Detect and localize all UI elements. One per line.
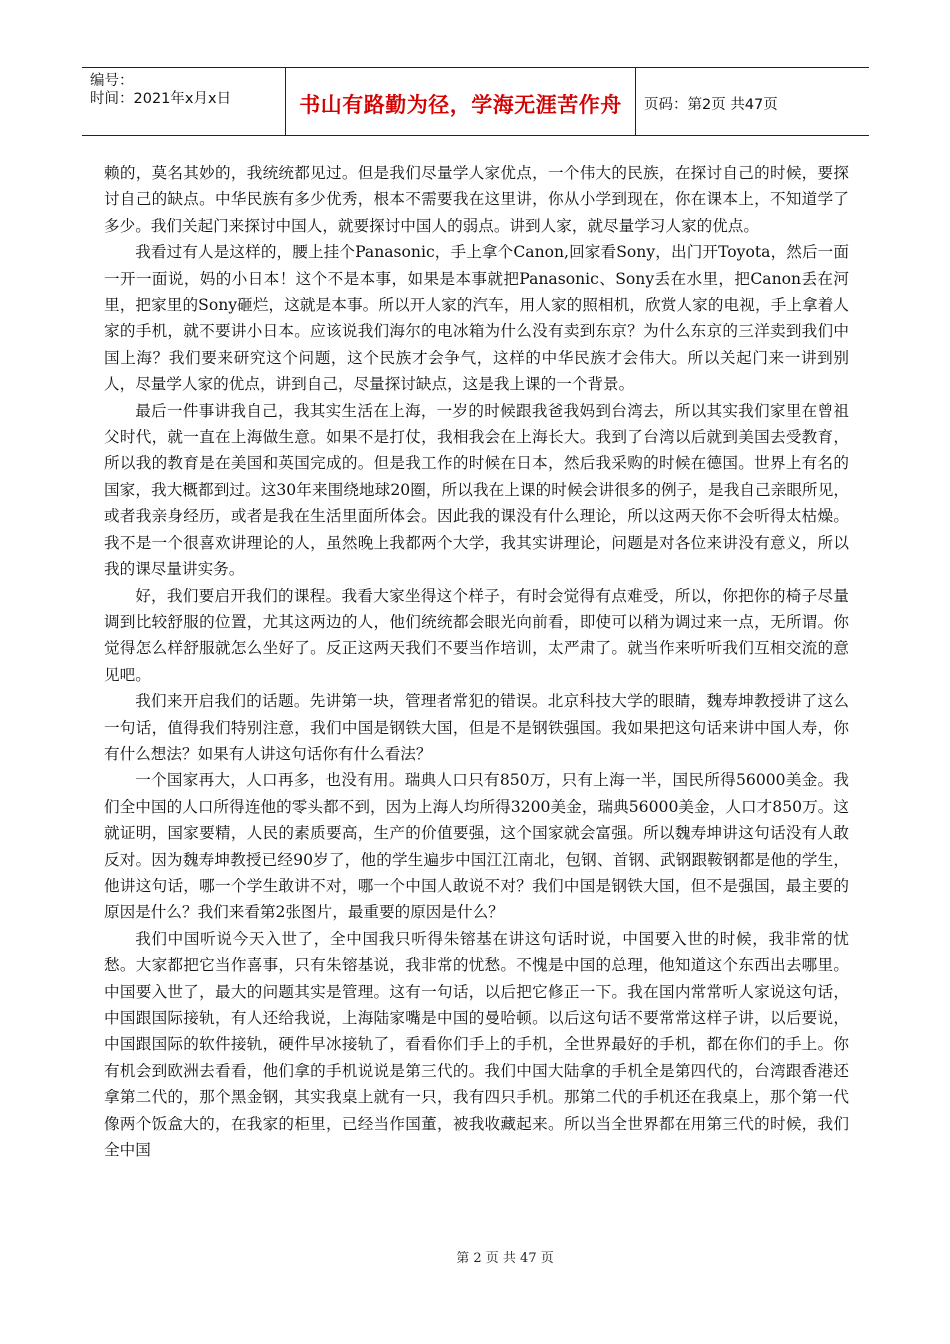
header-table — [82, 67, 869, 136]
header-motto: 书山有路勤为径，学海无涯苦作舟 — [299, 92, 622, 117]
header-page-label: 页码：第2页 共47页 — [644, 97, 778, 113]
document-body — [104, 160, 849, 1163]
header-motto-cell — [286, 68, 636, 135]
paragraph: 一个国家再大，人口再多，也没有用。瑞典人口只有850万，只有上海一半，国民所得56000美金。我们全中国的人口所得连他的零头都不到，因为上海人均所得3200美金，瑞典56000美金，人口才850万。这就证明，国家要精，人民的素质要高，生产的价值要强，这个国家就会富强。所以魏寿坤讲这句话没有人敢反对。因为魏寿坤教授已经90岁了，他的学生遍步中国江江南北，包钢、首钢、武钢跟鞍钢都是他的学生，他讲这句话，哪一个学生敢讲不对，哪一个中国人敢说不对？我们中国是钢铁大国，但不是强国，最主要的原因是什么？我们来看第2张图片，最重要的原因是什么？ — [104, 771, 849, 922]
paragraph: 赖的，莫名其妙的，我统统都见过。但是我们尽量学人家优点，一个伟大的民族，在探讨自己的时候，要探讨自己的缺点。中华民族有多少优秀，根本不需要我在这里讲，你从小学到现在，你在课本上，不知道学了多少。我们关起门来探讨中国人，就要探讨中国人的弱点。讲到人家，就尽量学习人家的优点。 — [104, 164, 849, 235]
document-number-label: 编号： — [90, 73, 134, 89]
document-date-label: 时间：2021年x月x日 — [90, 91, 232, 107]
page-footer — [0, 1247, 950, 1266]
header-meta — [82, 68, 286, 135]
paragraph: 最后一件事讲我自己，我其实生活在上海，一岁的时候跟我爸我妈到台湾去，所以其实我们家里在曾祖父时代，就一直在上海做生意。如果不是打仗，我相我会在上海长大。我到了台湾以后就到美国去受教育，所以我的教育是在美国和英国完成的。但是我工作的时候在日本，然后我采购的时候在德国。世界上有名的国家，我大概都到过。这30年来围绕地球20圈，所以我在上课的时候会讲很多的例子，是我自己亲眼所见，或者我亲身经历，或者是我在生活里面所体会。因此我的课没有什么理论，所以这两天你不会听得太枯燥。我不是一个很喜欢讲理论的人，虽然晚上我都两个大学，我其实讲理论，问题是对各位来讲没有意义，所以我的课尽量讲实务。 — [104, 401, 849, 579]
header-page-cell — [636, 68, 869, 135]
paragraph: 我们来开启我们的话题。先讲第一块，管理者常犯的错误。北京科技大学的眼睛，魏寿坤教授讲了这么一句话，值得我们特别注意，我们中国是钢铁大国，但是不是钢铁强国。我如果把这句话来讲中国人寿，你有什么想法？如果有人讲这句话你有什么看法？ — [104, 692, 849, 763]
paragraph: 我看过有人是这样的，腰上挂个Panasonic，手上拿个Canon,回家看Sony，出门开Toyota，然后一面一开一面说，妈的小日本！这个不是本事，如果是本事就把Panasonic、Sony丢在水里，把Canon丢在河里，把家里的Sony砸烂，这就是本事。所以开人家的汽车，用人家的照相机，欣赏人家的电视，手上拿着人家的手机，就不要讲小日本。应该说我们海尔的电冰箱为什么没有卖到东京？为什么东京的三洋卖到我们中国上海？我们要来研究这个问题，这个民族才会争气，这样的中华民族才会伟大。所以关起门来一讲到别人，尽量学人家的优点，讲到自己，尽量探讨缺点，这是我上课的一个背景。 — [104, 243, 849, 394]
footer-page-number: 第 2 页 共 47 页 — [456, 1251, 554, 1266]
paragraph: 我们中国听说今天入世了，全中国我只听得朱镕基在讲这句话时说，中国要入世的时候，我非常的忧愁。大家都把它当作喜事，只有朱镕基说，我非常的忧愁。不愧是中国的总理，他知道这个东西出去哪里。中国要入世了，最大的问题其实是管理。这有一句话，以后把它修正一下。我在国内常常听人家说这句话，中国跟国际接轨，有人还给我说，上海陆家嘴是中国的曼哈顿。以后这句话不要常常这样子讲，以后要说，中国跟国际的软件接轨，硬件早冰接轨了，看看你们手上的手机，全世界最好的手机，都在你们的手上。你有机会到欧洲去看看，他们拿的手机说说是第三代的。我们中国大陆拿的手机全是第四代的，台湾跟香港还拿第二代的，那个黑金钢，其实我桌上就有一只，我有四只手机。那第二代的手机还在我桌上，那个第一代像两个饭盒大的，在我家的柜里，已经当作国董，被我收藏起来。所以当全世界都在用第三代的时候，我们全中国 — [104, 929, 849, 1160]
paragraph: 好，我们要启开我们的课程。我看大家坐得这个样子，有时会觉得有点难受，所以，你把你的椅子尽量调到比较舒服的位置，尤其这两边的人，他们统统都会眼光向前看，即使可以稍为调过来一点，无所谓。你觉得怎么样舒服就怎么坐好了。反正这两天我们不要当作培训，太严肃了。就当作来听听我们互相交流的意见吧。 — [104, 586, 849, 684]
